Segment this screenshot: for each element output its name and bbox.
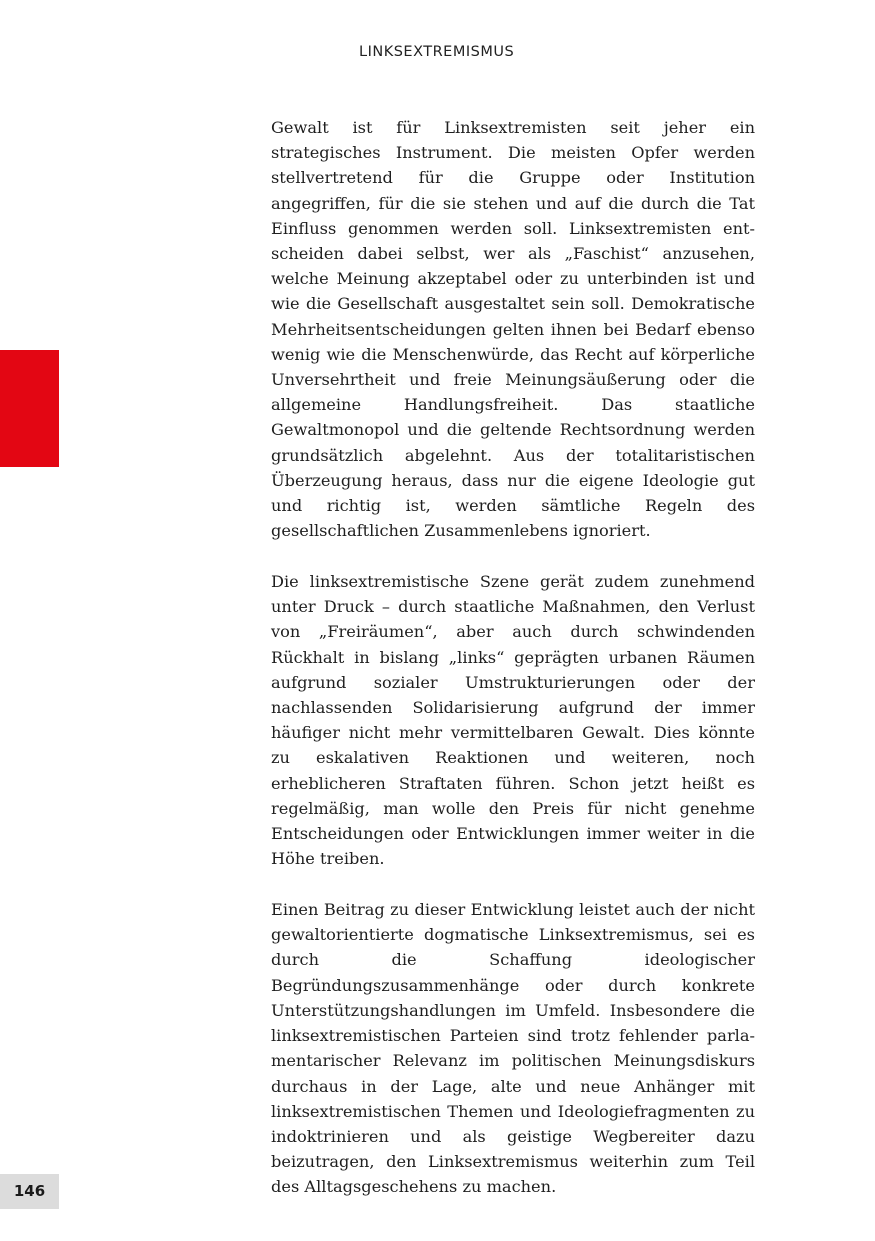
paragraph-3: Einen Beitrag zu dieser Entwicklung leistet auch der nicht gewaltorientierte dogmatische Linksextremismus, sei es durch die Schaffung ideologischer Begründungszusammenhänge oder durch konkrete Unterstützungshandlungen im Umfeld. Insbesondere die linksextremistischen Parteien sind trotz fehlender parlamentarischer Relevanz im politischen Meinungsdiskurs durchaus in der Lage, alte und neue Anhänger mit linksextremistischen Themen und Ideologiefragmenten zu indoktrinieren und als geistige Wegbereiter dazu beizutragen, den Linksextremismus weiterhin zum Teil des Alltagsgeschehens zu machen. xyxy=(271,900,755,1197)
page-number: 146 xyxy=(0,1174,59,1209)
running-header: LINKSEXTREMISMUS xyxy=(359,44,515,60)
chapter-tab-marker xyxy=(0,350,59,467)
body-text xyxy=(271,115,755,1225)
paragraph-1: Gewalt ist für Linksextremisten seit jeher ein strategisches Instrument. Die meisten Opfer werden stellvertretend für die Gruppe oder Institution angegriffen, für die sie stehen und auf die durch die Tat Einfluss genommen werden soll. Linksextremisten entscheiden dabei selbst, wer als „Faschist“ anzusehen, welche Meinung akzeptabel oder zu unterbinden ist und wie die Gesellschaft ausgestaltet sein soll. Demokratische Mehrheitsentscheidungen gelten ihnen bei Bedarf ebenso wenig wie die Menschenwürde, das Recht auf körperliche Unversehrtheit und freie Meinungsäußerung oder die allgemeine Handlungsfreiheit. Das staatliche Gewaltmonopol und die geltende Rechtsordnung werden grundsätzlich abgelehnt. Aus der totalitaristischen Überzeugung heraus, dass nur die eigene Ideologie gut und richtig ist, werden sämtliche Regeln des gesellschaftlichen Zusammenlebens ignoriert. xyxy=(271,118,755,541)
paragraph-2: Die linksextremistische Szene gerät zudem zunehmend unter Druck – durch staatliche Maßnahmen, den Verlust von „Freiräumen“, aber auch durch schwindenden Rückhalt in bislang „links“ geprägten urbanen Räumen aufgrund sozialer Umstrukturierungen oder der nachlassenden Solidarisierung aufgrund der immer häufiger nicht mehr vermittelbaren Gewalt. Dies könnte zu eskalativen Reaktionen und weiteren, noch erheblicheren Straftaten führen. Schon jetzt heißt es regelmäßig, man wolle den Preis für nicht genehme Entscheidungen oder Entwicklungen immer weiter in die Höhe treiben. xyxy=(271,572,755,869)
